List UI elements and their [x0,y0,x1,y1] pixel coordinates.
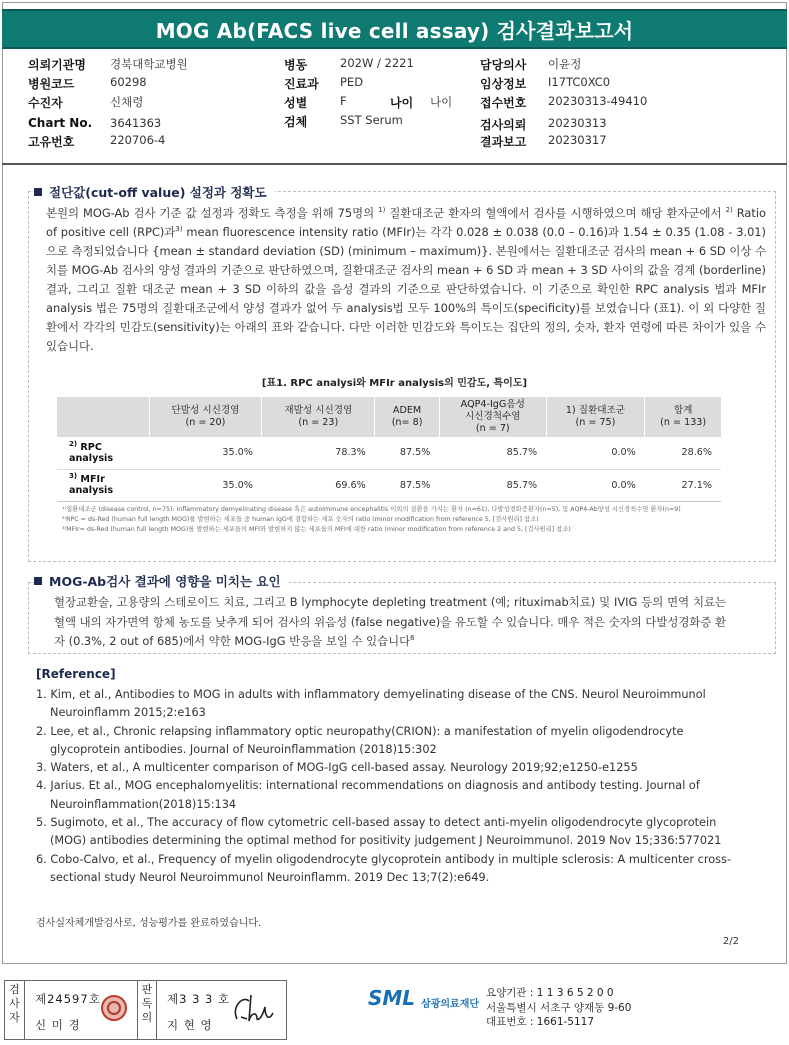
info-label: 수진자 [28,96,63,110]
table-cell: 35.0% [149,469,262,501]
table-cell: 85.7% [439,437,546,469]
cutoff-paragraph: 본원의 MOG-Ab 검사 기준 값 설정과 정확도 측정을 위해 75명의 $^{1)}$ 질환대조군 환자의 혈액에서 검사를 시행하였으며 해당 환자군에서 $^{2)}$ Ratio of positive cell (RPC)과$^{3)}$ mean fluorescence intensity ratio (MFIr)는 각각 0.028 ± 0.038 (0.0 – 0.16)과 1.54 ± 0.35 (1.08 - 3.01)으로 측정되었습니다 {mean ± standard deviation (SD) (minimum – maximum)}. 본원에서는 질환대조군 검사의 mean + 6 SD 이상 수치를 MOG-Ab 검사의 양성 결과의 기준으로 판단하였으며, 질환대조군 검사의 mean + 6 SD 과 mean + 3 SD 사이의 값을 경계 (borderline) 결과, 그리고 질환 대조군 mean + 3 SD 이하의 값을 음성 결과의 기준으로 판단하였습니다. 이 기준으로 확인한 RPC analysis 법과 MFIr analysis 법은 75명의 질환대조군에서 양성 결과가 없어 두 analysis법 모두 100%의 특이도(specificity)를 보였습니다 (표1). 이 외 다양한 질환에서 각각의 민감도(sensitivity)는 아래의 표와 같습니다. 다만 이러한 민감도와 특이도는 집단의 정의, 숫자, 환자 연령에 따른 차이가 있을 수 있습니다. [46,206,767,353]
signature-footer [2,978,787,1043]
info-label: 검체 [284,115,308,129]
factors-section-heading: MOG-Ab검사 결과에 영향을 미치는 요인 [34,572,289,590]
reference-title: [Reference] [36,667,116,681]
info-value: 220706-4 [110,133,166,147]
column-header: ADEM (n= 8) [375,397,440,437]
reference-item: 6. Cobo-Calvo, et al., Frequency of myelin oligodendrocyte glycoprotein antibody in multiple sclerosis: A multicenter cross-sectional study Neurol Neuroimmunol Neuroinflamm. 2019 Dec 13;7(2):e649. [36,852,732,884]
sensitivity-table [57,397,721,502]
table-cell: 87.5% [375,469,440,501]
org-phone: 대표번호 : 1661-5117 [486,1016,595,1028]
table-cell: 69.6% [262,469,375,501]
footnote: ²⁾RPC = ds-Red (human full length MOG)를 발현하는 세포들 중 human IgG에 결합하는 세포 숫자의 ratio (minor modification from reference 5, [검사원리] 참조) [62,516,539,523]
info-value: 이윤정 [548,57,582,71]
info-value: 20230313 [548,116,607,130]
tester-name: 신 미 경 [35,1018,81,1032]
info-label: 병원코드 [28,77,75,91]
info-value: 202W / 2221 [340,56,414,70]
reference-item: 5. Sugimoto, et al., The accuracy of flow cytometric cell-based assay to detect anti-myelin oligodendrocyte glycoprotein (MOG) antibodies determining the optimal method for positivity judgement J Neuroimmunol. 2019 Nov 15;336:577021 [36,816,722,848]
table-cell: 27.1% [645,469,721,501]
info-value: 20230317 [548,133,607,147]
info-divider [2,163,787,165]
table-cell: 0.0% [546,437,645,469]
tester-label: 검사자 [5,981,25,1039]
info-value: F [340,94,347,108]
column-header: 단발성 시신경염 (n = 20) [149,397,262,437]
validation-note: 검사실자체개발검사로, 성능평가를 완료하였습니다. [36,918,262,929]
column-header: 합계 (n = 133) [645,397,721,437]
age-value: 나이 [430,95,453,109]
info-value: I17TC0XC0 [548,75,611,89]
info-label: 접수번호 [480,96,527,110]
column-header: AQP4-IgG음성 시신경척수염 (n = 7) [439,397,546,437]
column-header: 1) 질환대조군 (n = 75) [546,397,645,437]
signature-box [4,980,287,1040]
cutoff-section-heading: 절단값(cut-off value) 설정과 정확도 [34,183,275,201]
table-cell: 35.0% [149,437,262,469]
table-cell: 87.5% [375,437,440,469]
row-label: $^{3)}$ MFIr analysis [57,469,149,501]
approver-name: 지 현 영 [167,1018,213,1032]
column-header: 재발성 시신경염 (n = 23) [262,397,375,437]
seal-stamp-icon [101,995,127,1021]
footnote: ³⁾MFIr= ds-Red (human full length MOG)를 발현하는 세포들의 MFI와 발현하지 않는 세포들의 MFI에 대한 ratio (minor modification from reference 2 and 5, [검사원리] 참조) [62,526,571,533]
reference-list [36,686,756,887]
info-value: 3641363 [110,116,162,130]
table-footnotes [62,505,732,535]
info-label: 성별 [284,96,308,110]
org-address: 서울특별시 서초구 양재동 9-60 [486,1001,632,1014]
table-cell: 85.7% [439,469,546,501]
sml-logo: SML 삼광의료재단 [368,986,480,1010]
handwritten-signature-icon [229,989,277,1029]
info-label: 고유번호 [28,135,75,149]
bullet-square-icon [34,188,42,196]
info-value: PED [340,75,364,89]
table-row [57,469,721,501]
reference-item: 4. Jarius. Et al., MOG encephalomyelitis: international recommendations on diagnosis and antibody testing. Journal of Neuroinflammation(2018)15:134 [36,779,700,811]
info-label: 의뢰기관명 [28,58,86,72]
table-title: [표1. RPC analysi와 MFIr analysis의 민감도, 특이도] [261,378,528,389]
factors-paragraph: 혈장교환술, 고용량의 스테로이드 치료, 그리고 B lymphocyte depleting treatment (예; rituximab치료) 및 IVIG 등의 면역 치료는 혈액 내의 자가면역 항체 농도를 낮추게 되어 검사의 위음성 (false negative)을 유도할 수 있습니다. 매우 적은 숫자의 다발성경화증 환자 (0.3%, 2 out of 685)에서 약한 MOG-IgG 반응을 보일 수 있습니다$^6$ [54,595,726,648]
info-label: 임상정보 [480,77,527,91]
organization-info [486,986,631,1030]
org-code: 요양기관 : 1 1 3 6 5 2 0 0 [486,987,614,999]
report-title: MOG Ab(FACS live cell assay) 검사결과보고서 [155,18,634,43]
report-title-bar [2,9,787,49]
info-value: 60298 [110,75,147,89]
info-label: 검사의뢰 [480,118,527,132]
table-header-row [57,397,721,437]
info-label: 진료과 [284,77,319,91]
approver-label: 판독의 [137,981,157,1039]
info-value: SST Serum [340,113,403,127]
info-label: Chart No. [28,116,93,130]
table-cell: 0.0% [546,469,645,501]
info-label: 담당의사 [480,58,527,72]
reference-item: 1. Kim, et al., Antibodies to MOG in adults with inflammatory demyelinating disease of the CNS. Neurol Neuroimmunol Neuroinflamm 2015;2:e163 [36,688,706,720]
table-row [57,437,721,469]
reference-item: 2. Lee, et al., Chronic relapsing inflammatory optic neuropathy(CRION): a manifestation of myelin oligodendrocyte glycoprotein antibodies. Journal of Neuroinflammation (2018)15:302 [36,724,684,756]
table-corner-cell [57,397,149,437]
approver-license: 제3 3 3 호 [167,992,231,1006]
info-value: 신채령 [110,95,144,109]
age-label: 나이 [390,96,414,110]
info-value: 경북대학교병원 [110,57,188,71]
reference-item: 3. Waters, et al., A multicenter comparison of MOG-IgG cell-based assay. Neurology 2019;92;e1250-e1255 [36,761,638,775]
info-label: 병동 [284,58,308,72]
table-cell: 78.3% [262,437,375,469]
info-label: 결과보고 [480,135,527,149]
footnote: ¹⁾질환대조군 (disease control, n=75): inflammatory demyelinating disease 혹은 autoimmune encephalitis 이외의 질환을 가지는 환자 (n=61), 다발성경화증환자(n=5), 및 AQP4-Ab양성 시신경척수염 환자(n=9) [62,506,681,513]
tester-license: 제24597호 [35,992,101,1006]
page-number: 2/2 [722,936,739,947]
table-cell: 28.6% [645,437,721,469]
row-label: $^{2)}$ RPC analysis [57,437,149,469]
bullet-square-icon [34,577,42,585]
info-value: 20230313-49410 [548,94,648,108]
